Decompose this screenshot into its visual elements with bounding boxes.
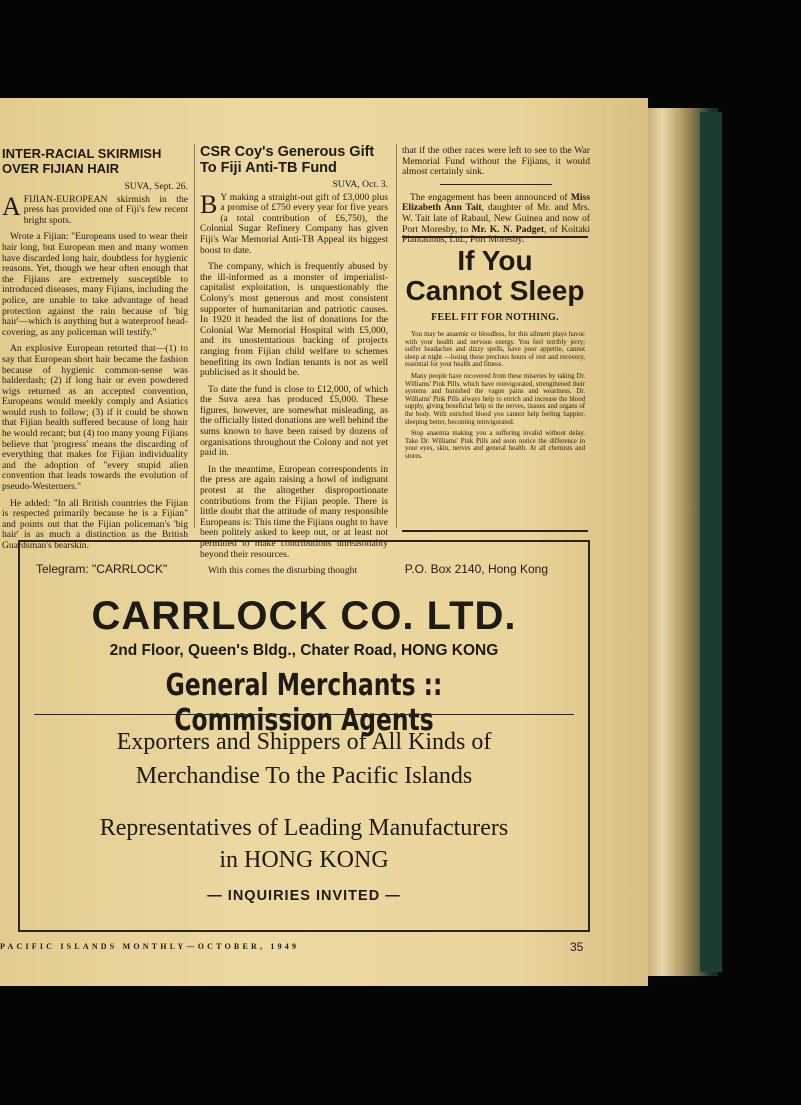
section-rule <box>402 530 588 532</box>
company-address: 2nd Floor, Queen's Bldg., Chater Road, HONG KONG <box>109 642 499 659</box>
paragraph: He added: "In all British countries the Fijian is respected primarily because he is a Fijian" and points out that the Fijian policeman's 'big hair' is as much a distinction as the British Guardsman's bearskin. <box>2 497 188 551</box>
paragraph: The company, which is frequently abused by the ill-informed as a monster of imperialist-capitalist exploitation, is unquestionably the Colony's most generous and most consistent supporter of humanitarian and patriotic causes. In 1920 it headed the list of donations for the Colonial War Memorial Hospital with £5,000, and its unostentatious backing of projects ranging from Fijian child welfare to schemes benefiting its own Indian tenants is not as well publicised as it should be. <box>200 261 388 379</box>
page-number: 35 <box>570 940 584 954</box>
representatives-line2: in HONG KONG <box>219 847 389 873</box>
section-rule <box>402 236 588 238</box>
dateline: SUVA, Oct. 3. <box>332 179 388 190</box>
ad-paragraph: Stop anaemia making you a suffering invalid without delay. Take Dr. Williams' Pink Pills and soon notice the difference in your eyes, skin, nerves and general health. At all chemists and stores. <box>405 430 585 460</box>
engagement-notice: The engagement has been announced of Miss Elizabeth Ann Tait, daughter of Mr. and Mrs. W. Tait late of Rabaul, New Guinea and now of Port Moresby, to Mr. K. N. Padget, of Koitaki Plantations, Ltd., Port Moresby. <box>402 191 591 246</box>
ad-contact-line <box>36 562 548 576</box>
column-divider <box>194 144 195 528</box>
paragraph: An explosive European retorted that—(1) to say that European short hair became the fashion because of hygienic common-sense was balderdash; (2) if long hair or even powdered wigs returned as an accepted convention, Europeans would meekly comply and Asiatics would rush to follow; (3) if it could be shown that Fijian health suffered because of long hair he would recant; but (4) too many young Fijians believe that 'progress' means the discarding of everything that makes for Fijian individuality and the adoption of "every stupid alien convention that leads towards the evolution of pseudo-Westerners." <box>2 343 188 493</box>
exporters-line2: Merchandise To the Pacific Islands <box>135 763 473 789</box>
ad-paragraph: You may be anaemic or bloodless, for this ailment plays havoc with your health and nervous energy. You feel terribly jerry; suffer headaches and dizzy spells, have poor appetite, cannot sleep at night —losing those precious hours of rest and recovery, essential for your health and fitness. <box>405 331 585 369</box>
lead-paragraph: B Y making a straight-out gift of £3,000 plus a promise of £750 every year for five years (a total contribution of £6,750), the Colonial Sugar Refinery Company has given Fiji's War Memorial Anti-TB Appeal its biggest boost to date. <box>200 189 388 256</box>
exporters-line1: Exporters and Shippers of All Kinds of <box>116 729 492 755</box>
article-headline: INTER-RACIAL SKIRMISH OVER FIJIAN HAIR <box>2 146 162 176</box>
paragraph: In the meantime, European correspondents in the press are again raising a howl of indignant protest at the altogether disproportionate contributions from the Fijian people. There is little doubt that the attitude of many responsible Europeans is: This time the Fijians ought to have been politely asked to keep out, or at least not permitted to make contributions unreasonably beyond their resources. <box>200 463 388 560</box>
running-footer: PACIFIC ISLANDS MONTHLY—OCTOBER, 1949 <box>0 942 300 951</box>
williams-pink-pills-ad <box>405 246 585 465</box>
ad-paragraph: Many people have recovered from these miseries by taking Dr. Williams' Pink Pills, which have reinvigorated, strengthened their systems and banished the vague pains and weariness. Dr. Williams' Pink Pills always help to enrich and increase the blood supply, giving beneficial help to the nerves, tissues and organs of the body. With enriched blood you cannot help feeling happier, sleeping better, becoming reinvigorated. <box>405 372 585 426</box>
lead-paragraph: AFIJIAN-EUROPEAN skirmish in the press has provided one of Fiji's few recent bright spots. <box>2 191 188 226</box>
company-name: CARRLOCK CO. LTD. <box>91 594 517 638</box>
paragraph: To date the fund is close to £12,000, of which the Suva area has produced £5,000. These figures, however, are somewhat misleading, as the officially listed donations are well behind the sums known to have been raised by dozens of organisations throughout the Colony and not yet paid in. <box>200 383 388 459</box>
company-tagline: General Merchants :: Commission Agents <box>165 668 443 738</box>
paragraph: Wrote a Fijian: "Europeans used to wear their hair long, but European men and many women have discarded long hair, doubtless for hygienic reasons. Yet, though we hear often enough that the Fijians are extremely susceptible to introduced diseases, many Fijians, including the police, are unable to take advantage of head protection against the rain because of 'big hair'—which is anything but a waterproof head-covering, as any policeman will testify." <box>2 231 188 338</box>
carrlock-ad <box>18 540 590 932</box>
ad-subhead: FEEL FIT FOR NOTHING. <box>431 312 559 323</box>
paragraph: With this comes the disturbing thought <box>208 565 358 577</box>
drop-cap: B <box>200 189 218 219</box>
article-csr-gift <box>200 144 388 583</box>
telegram-address: Telegram: "CARRLOCK" <box>36 562 168 576</box>
ad-headline-line1: If You <box>457 245 533 276</box>
column-divider <box>396 144 397 528</box>
divider <box>34 714 574 715</box>
representatives-line1: Representatives of Leading Manufacturers <box>99 815 509 841</box>
paragraph: that if the other races were left to see to the War Memorial Fund without the Fijians, it would almost certainly sink. <box>402 145 590 178</box>
divider <box>440 184 553 185</box>
ad-body <box>405 331 585 461</box>
article-headline: CSR Coy's Generous Gift To Fiji Anti-TB Fund <box>200 144 375 176</box>
inquiries-invited: — INQUIRIES INVITED — <box>207 888 401 904</box>
article-fijian-hair <box>2 146 188 558</box>
book-binding-edge <box>700 112 722 972</box>
dateline: SUVA, Sept. 26. <box>124 181 188 192</box>
drop-cap: A <box>2 191 21 221</box>
ad-headline-line2: Cannot Sleep <box>405 275 585 306</box>
po-box: P.O. Box 2140, Hong Kong <box>404 562 548 576</box>
